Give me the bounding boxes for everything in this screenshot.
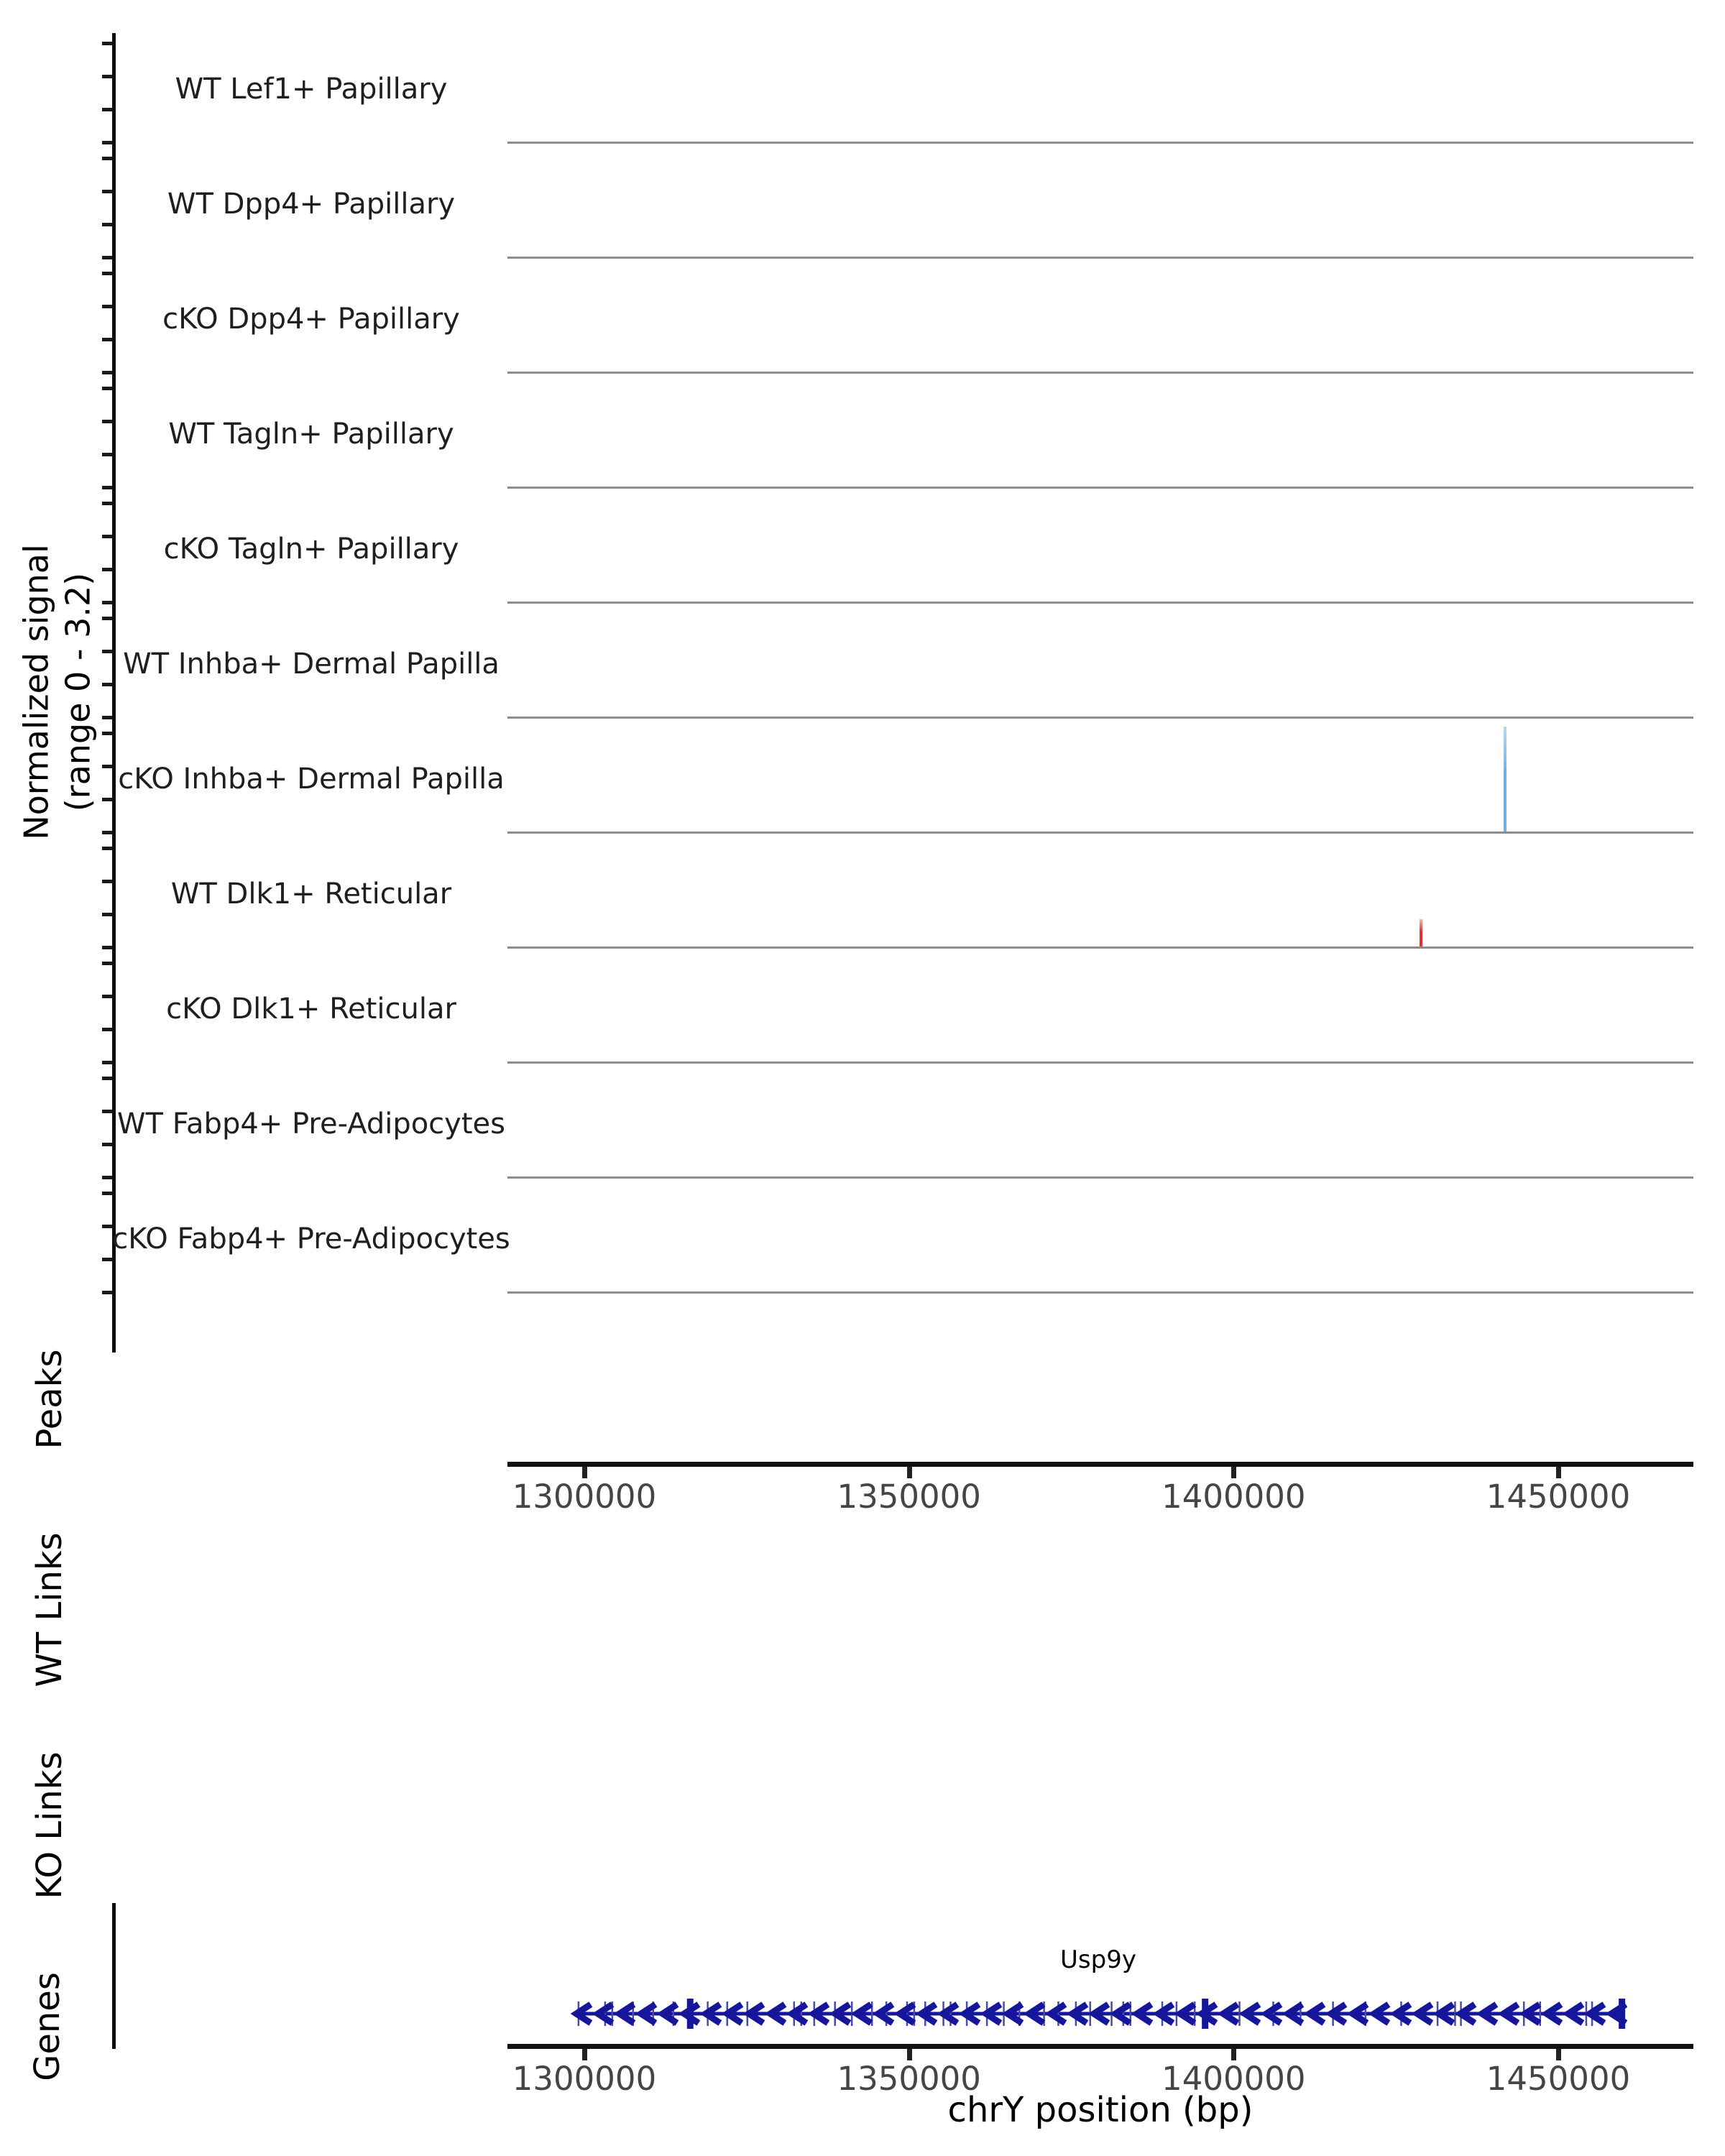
y-axis-tick bbox=[102, 962, 112, 965]
gene-model bbox=[0, 1981, 1725, 2047]
y-axis-tick bbox=[102, 1225, 112, 1228]
x-axis-tick bbox=[582, 1467, 587, 1478]
x-axis-tick bbox=[907, 2049, 912, 2060]
y-axis-label bbox=[17, 544, 99, 840]
x-axis-tick-label: 1350000 bbox=[837, 1478, 981, 1516]
y-axis-tick bbox=[102, 190, 112, 193]
y-axis-line bbox=[112, 33, 116, 1353]
x-axis-tick-label: 1300000 bbox=[512, 2060, 657, 2098]
track-baseline bbox=[507, 372, 1693, 374]
y-axis-tick bbox=[102, 371, 112, 374]
y-axis-label-line2: (range 0 - 3.2) bbox=[58, 572, 97, 812]
x-axis-line bbox=[507, 2044, 1693, 2049]
y-axis-tick bbox=[102, 1028, 112, 1031]
y-axis-tick bbox=[102, 601, 112, 604]
y-axis-tick bbox=[102, 798, 112, 801]
track-label: cKO Fabp4+ Pre-Adipocytes bbox=[112, 1222, 510, 1256]
y-axis-tick bbox=[102, 913, 112, 916]
y-axis-tick bbox=[102, 765, 112, 768]
x-axis-tick-label: 1450000 bbox=[1486, 1478, 1631, 1516]
y-axis-tick bbox=[102, 223, 112, 226]
track-label: cKO Dlk1+ Reticular bbox=[166, 992, 456, 1026]
x-axis-line bbox=[507, 1462, 1693, 1467]
y-axis-tick bbox=[102, 535, 112, 538]
track-label: WT Tagln+ Papillary bbox=[168, 418, 454, 451]
y-axis-tick bbox=[102, 305, 112, 308]
x-axis-tick-label: 1350000 bbox=[837, 2060, 981, 2098]
y-axis-tick bbox=[102, 486, 112, 489]
peaks-section-label: Peaks bbox=[29, 1349, 70, 1450]
y-axis-tick bbox=[102, 568, 112, 571]
track-label: cKO Dpp4+ Papillary bbox=[162, 303, 460, 336]
y-axis-tick bbox=[102, 1192, 112, 1195]
ko-links-section-label: KO Links bbox=[29, 1751, 70, 1899]
y-axis-tick bbox=[102, 141, 112, 144]
y-axis-tick bbox=[102, 716, 112, 719]
track-baseline bbox=[507, 487, 1693, 489]
x-axis-tick-label: 1450000 bbox=[1486, 2060, 1631, 2098]
y-axis-tick bbox=[102, 880, 112, 883]
x-axis-tick-label: 1400000 bbox=[1162, 1478, 1306, 1516]
y-axis-tick bbox=[102, 1077, 112, 1080]
y-axis-tick bbox=[102, 75, 112, 78]
track-baseline bbox=[507, 602, 1693, 604]
x-axis-tick-label: 1300000 bbox=[512, 1478, 657, 1516]
y-axis-tick bbox=[102, 108, 112, 111]
track-baseline bbox=[507, 717, 1693, 719]
track-label: cKO Tagln+ Papillary bbox=[163, 533, 459, 566]
track-baseline bbox=[507, 946, 1693, 949]
y-axis-tick bbox=[102, 502, 112, 505]
y-axis-tick bbox=[102, 946, 112, 949]
track-baseline bbox=[507, 1291, 1693, 1294]
y-axis-tick bbox=[102, 683, 112, 686]
track-label: cKO Inhba+ Dermal Papilla bbox=[118, 763, 505, 796]
x-axis-tick bbox=[1231, 2049, 1236, 2060]
y-axis-tick bbox=[102, 420, 112, 423]
track-baseline bbox=[507, 142, 1693, 144]
track-baseline bbox=[507, 1061, 1693, 1064]
track-baseline bbox=[507, 831, 1693, 834]
y-axis-tick bbox=[102, 42, 112, 45]
track-baseline bbox=[507, 1176, 1693, 1179]
x-axis-tick bbox=[907, 1467, 912, 1478]
track-label: WT Dlk1+ Reticular bbox=[170, 877, 452, 911]
track-label: WT Fabp4+ Pre-Adipocytes bbox=[117, 1107, 505, 1141]
x-axis-tick bbox=[1556, 2049, 1561, 2060]
x-axis-tick bbox=[1556, 1467, 1561, 1478]
y-axis-tick bbox=[102, 650, 112, 653]
gene-name-label: Usp9y bbox=[1060, 1945, 1136, 1974]
y-axis-tick bbox=[102, 847, 112, 850]
x-axis-tick bbox=[582, 2049, 587, 2060]
signal-peak bbox=[1504, 727, 1506, 832]
y-axis-tick bbox=[102, 732, 112, 735]
track-label: WT Lef1+ Papillary bbox=[175, 73, 448, 106]
x-axis-tick bbox=[1231, 1467, 1236, 1478]
track-baseline bbox=[507, 257, 1693, 259]
y-axis-tick bbox=[102, 272, 112, 275]
track-label: WT Inhba+ Dermal Papilla bbox=[123, 648, 500, 681]
wt-links-section-label: WT Links bbox=[29, 1532, 70, 1687]
x-axis-title: chrY position (bp) bbox=[947, 2090, 1254, 2130]
y-axis-tick bbox=[102, 1061, 112, 1064]
y-axis-label-line1: Normalized signal bbox=[17, 544, 56, 840]
y-axis-tick bbox=[102, 453, 112, 456]
y-axis-tick bbox=[102, 338, 112, 341]
y-axis-tick bbox=[102, 831, 112, 834]
y-axis-tick bbox=[102, 995, 112, 998]
y-axis-tick bbox=[102, 387, 112, 390]
genes-section-label: Genes bbox=[27, 1972, 68, 2081]
y-axis-tick bbox=[102, 1258, 112, 1261]
signal-peak bbox=[1420, 919, 1422, 947]
y-axis-tick bbox=[102, 1291, 112, 1294]
y-axis-tick bbox=[102, 1143, 112, 1146]
y-axis-tick bbox=[102, 617, 112, 620]
y-axis-tick bbox=[102, 157, 112, 160]
track-label: WT Dpp4+ Papillary bbox=[167, 188, 456, 221]
y-axis-tick bbox=[102, 1176, 112, 1179]
x-axis-tick-label: 1400000 bbox=[1162, 2060, 1306, 2098]
y-axis-tick bbox=[102, 1110, 112, 1113]
y-axis-tick bbox=[102, 256, 112, 259]
